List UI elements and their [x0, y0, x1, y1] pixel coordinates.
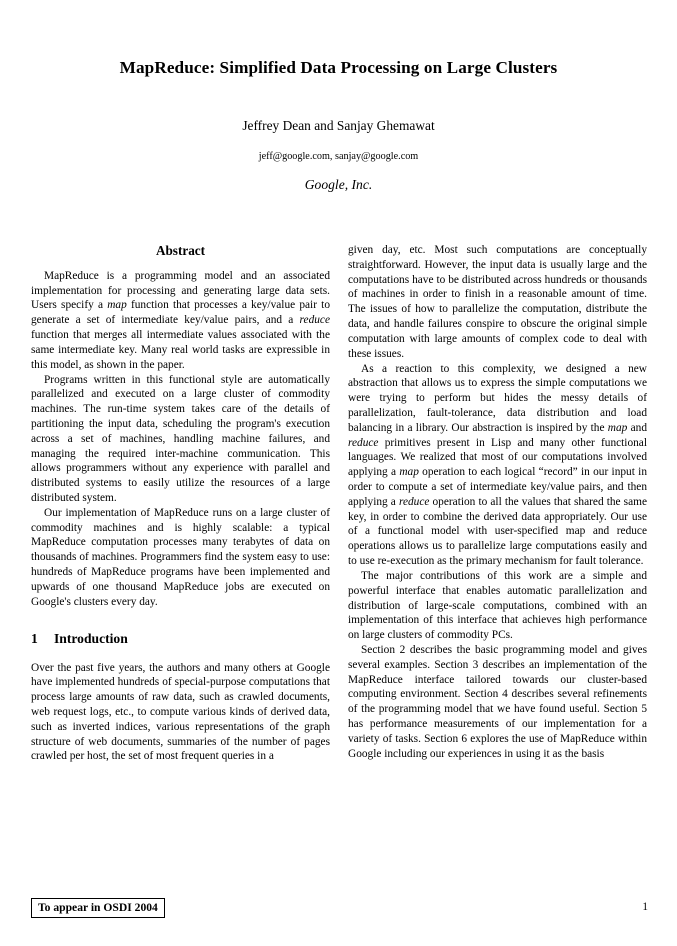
section-heading-introduction	[31, 610, 330, 661]
page-title: MapReduce: Simplified Data Processing on Large Clusters	[119, 58, 558, 77]
right-paragraph-2	[348, 362, 647, 569]
right-p2-part-d: operation to each logical “record” in our input in order to compute a set of intermediate key/value pairs, and then applying a	[348, 466, 647, 508]
author-emails: jeff@google.com, sanjay@google.com	[258, 150, 419, 162]
term-map: map	[607, 421, 628, 434]
term-reduce-2: reduce	[398, 495, 430, 508]
abstract-paragraph-1	[31, 269, 330, 373]
section-number: 1	[31, 630, 38, 646]
right-p2-part-c: primitives present in Lisp and many other functional languages. We realized that most of our computations involved applying a	[348, 436, 647, 479]
right-p2-part-b: and	[627, 421, 648, 434]
paper-masthead	[0, 0, 677, 193]
abstract-paragraph-3: Our implementation of MapReduce runs on a large cluster of commodity machines and is highly scalable: a typical MapReduce computation processes many terabytes of data on thousands of machines. Programmers find the system easy to use: hundreds of MapReduce programs have been implemented and upwards of one thousand MapReduce jobs are executed on Google's clusters every day.	[31, 506, 330, 608]
abstract-paragraph-2: Programs written in this functional style are automatically parallelized and executed on a large cluster of commodity machines. The run-time system takes care of the details of partitioning the input data, scheduling the program's execution across a set of machines, handling machine failures, and managing the required inter-machine communication. This allows programmers without any experience with parallel and distributed systems to easily utilize the resources of a large distributed system.	[31, 373, 330, 505]
venue-note: To appear in OSDI 2004	[31, 898, 165, 918]
page-number: 1	[642, 901, 648, 913]
abstract-p1-part-c: function that merges all intermediate values associated with the same intermediate key. Many real world tasks are expressible in this model, as shown in the paper.	[31, 329, 330, 371]
right-column	[348, 243, 647, 893]
section-title: Introduction	[54, 630, 128, 646]
term-map: map	[107, 299, 127, 312]
right-p2-part-e: operation to all the values that shared the same key, in order to combine the derived data appropriately. Our use of a functional model with user-specified map and reduce operations allows us to parallelize large computations easily and to use re-execution as the primary mechanism for fault tolerance.	[348, 495, 647, 568]
abstract-p1-part-a: MapReduce is a programming model and an associated implementation for processing and generating large data sets. Users specify a	[31, 269, 330, 312]
term-reduce: reduce	[348, 436, 379, 449]
affiliation: Google, Inc.	[304, 176, 373, 192]
term-map-2: map	[399, 466, 419, 479]
abstract-p1-part-b: function that processes a key/value pair to generate a set of intermediate key/value pairs, and a	[31, 299, 330, 327]
right-p2-part-a: As a reaction to this complexity, we designed a new abstraction that allows us to express the simple computations we were trying to perform but hides the messy details of parallelization, fault-tolerance, data distribution and load balancing in a library. Our abstraction is inspired by the	[348, 362, 647, 434]
left-column	[31, 243, 330, 893]
introduction-paragraph-1: Over the past five years, the authors and many others at Google have implemented hundreds of special-purpose computations that process large amounts of raw data, such as crawled documents, web request logs, etc., to compute various kinds of derived data, such as inverted indices, various representations of the graph structure of web documents, summaries of the number of pages crawled per host, the set of most frequent queries in a	[31, 661, 330, 763]
two-column-body	[31, 243, 648, 893]
right-paragraph-1: given day, etc. Most such computations are conceptually straightforward. However, the input data is usually large and the computations have to be distributed across hundreds or thousands of machines in order to finish in a reasonable amount of time. The issues of how to parallelize the computation, distribute the data, and handle failures conspire to obscure the original simple computation with large amounts of complex code to deal with these issues.	[348, 244, 647, 360]
author-list: Jeffrey Dean and Sanjay Ghemawat	[242, 117, 435, 133]
right-paragraph-3: The major contributions of this work are a simple and powerful interface that enables automatic parallelization and distribution of large-scale computations, combined with an implementation of this interface that achieves high performance on large clusters of commodity PCs.	[348, 569, 647, 642]
term-reduce: reduce	[299, 314, 330, 327]
right-paragraph-4: Section 2 describes the basic programming model and gives several examples. Section 3 describes an implementation of the MapReduce interface tailored towards our cluster-based computing environment. Section 4 describes several refinements of the programming model that we have found useful. Section 5 has performance measurements of our implementation for a variety of tasks. Section 6 explores the use of MapReduce within Google including our experiences in using it as the basis	[348, 643, 647, 760]
abstract-heading: Abstract	[155, 243, 206, 258]
